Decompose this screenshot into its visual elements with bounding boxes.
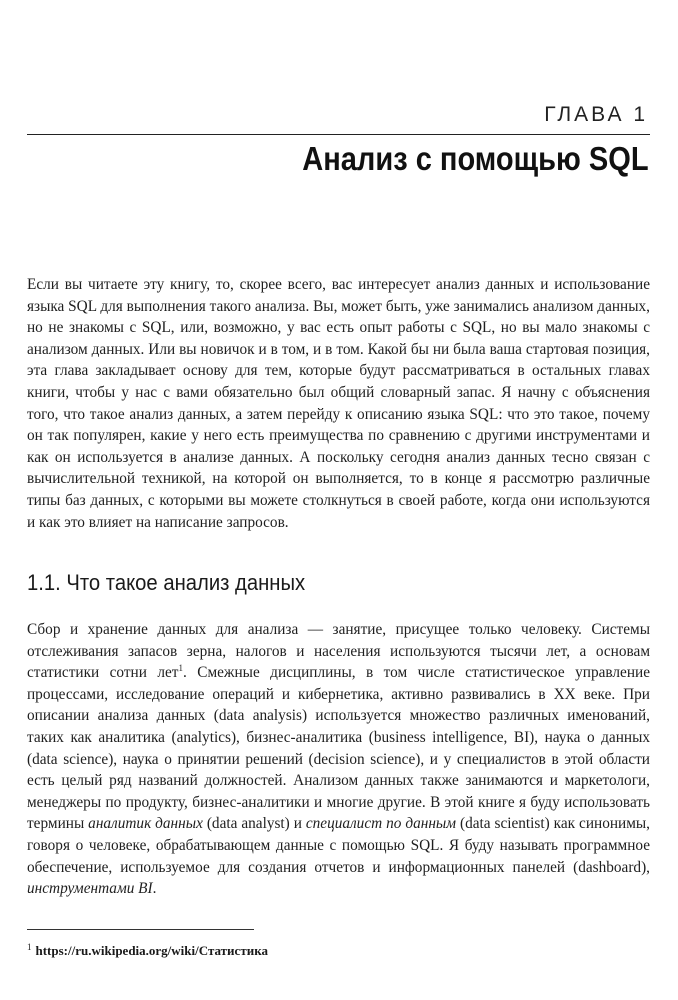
footnote-link[interactable]: https://ru.wikipedia.org/wiki/Статистика xyxy=(35,943,268,958)
section-heading: 1.1. Что такое анализ данных xyxy=(27,570,306,595)
term-data-scientist: специалист по данным xyxy=(305,815,457,833)
footnote-reference[interactable]: 1 xyxy=(178,663,183,674)
section-text-c: (data analyst) и xyxy=(202,815,306,833)
footnote-divider xyxy=(27,929,254,930)
section-text-e: . xyxy=(152,880,157,898)
section-text-a: Сбор и хранение данных для анализа — занятие, присущее только человеку. Системы отслеживания запасов зерна, налогов и населения используются тысячи лет, а основам статистики сотни лет xyxy=(27,621,650,682)
section-text-d: (data scientist) как синонимы, говоря о человеке, обрабатывающем данные с помощью SQL. Я буду называть программное обеспечение, используемое для создания отчетов и информационных панелей (dashboard), xyxy=(27,815,651,876)
section-paragraph xyxy=(27,619,650,900)
footnote-number: 1 xyxy=(27,941,32,952)
chapter-label: ГЛАВА 1 xyxy=(544,103,648,126)
chapter-title: Анализ с помощью SQL xyxy=(302,140,649,177)
intro-paragraph: Если вы читаете эту книгу, то, скорее всего, вас интересует анализ данных и использование языка SQL для выполнения такого анализа. Вы, может быть, уже занимались анализом данных, но не знакомы с SQL, или, возможно, у вас есть опыт работы с SQL, но вы мало знакомы с анализом данных. Или вы новичок и в том, и в том. Какой бы ни была ваша стартовая позиция, эта глава закладывает основу для тем, которые будут рассматриваться в остальных главах книги, чтобы у нас с вами обязательно был общий словарный запас. Я начну с объяснения того, что такое анализ данных, а затем перейду к описанию языка SQL: что это такое, почему он так популярен, какие у него есть преимущества по сравнению с другими инструментами и как он используется в анализе данных. А поскольку сегодня анализ данных тесно связан с вычислительной техникой, на которой он выполняется, то в конце я рассмотрю различные типы баз данных, с которыми вы можете столкнуться в своей работе, когда они используются и как это влияет на написание запросов. xyxy=(27,276,650,531)
chapter-divider xyxy=(27,134,650,135)
footnote xyxy=(27,943,268,959)
term-bi-tools: инструментами BI xyxy=(27,880,153,898)
section-text-b: . Смежные дисциплины, в том числе статистическое управление процессами, исследование операций и кибернетика, активно развивались в XX веке. При описании анализа данных (data analysis) используется множество различных именований, таких как аналитика (analytics), бизнес-аналитика (business intelligence, BI), наука о данных (data science), наука о принятии решений (decision science), и у специалистов в этой области есть целый ряд названий должностей. Анализом данных также занимаются и маркетологи, менеджеры по продукту, бизнес-аналитики и многие другие. В этой книге я буду использовать термины xyxy=(27,664,650,833)
term-data-analyst: аналитик данных xyxy=(88,815,203,833)
